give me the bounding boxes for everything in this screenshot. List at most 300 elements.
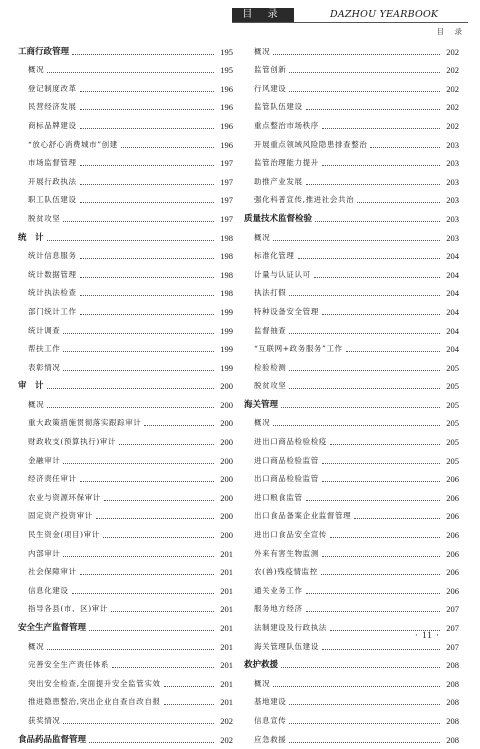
toc-entry-page: 201 <box>220 548 233 559</box>
toc-entry-title: 基地建设 <box>254 697 287 707</box>
toc-entry-title: 出口食品备案企业监督管理 <box>254 511 352 521</box>
toc-entry <box>18 581 233 600</box>
toc-section-entry <box>18 228 233 247</box>
toc-entry-page: 202 <box>220 715 233 726</box>
toc-entry-title: 信息宣传 <box>254 715 287 725</box>
toc-entry-page: 208 <box>446 734 459 745</box>
toc-entry-title: 安全生产监督管理 <box>18 623 87 633</box>
toc-entry-page: 201 <box>220 660 233 671</box>
dot-leader <box>289 704 440 705</box>
toc-entry-page: 205 <box>446 437 459 448</box>
toc-entry-title: 指导各县(市、区)审计 <box>28 604 108 614</box>
toc-entry-page: 202 <box>446 120 459 131</box>
toc-entry <box>18 98 233 117</box>
dot-leader <box>322 556 440 557</box>
toc-entry <box>244 340 459 359</box>
toc-section-entry <box>18 618 233 637</box>
dot-leader <box>164 686 214 687</box>
dot-leader <box>289 333 440 334</box>
toc-entry-page: 201 <box>220 585 233 596</box>
toc-entry <box>244 42 459 61</box>
toc-entry-title: 民生资金(项目)审计 <box>28 530 100 540</box>
toc-entry-page: 204 <box>446 269 459 280</box>
toc-entry-title: 商标品牌建设 <box>28 120 77 130</box>
dot-leader <box>164 704 214 705</box>
toc-entry-page: 208 <box>446 678 459 689</box>
toc-entry <box>244 563 459 582</box>
toc-entry-page: 201 <box>220 567 233 578</box>
toc-entry-page: 196 <box>220 139 233 150</box>
toc-entry <box>244 432 459 451</box>
toc-entry-title: 概况 <box>28 641 45 651</box>
toc-entry-page: 198 <box>220 232 233 243</box>
toc-entry-title: 经济责任审计 <box>28 474 77 484</box>
toc-entry-title: 食品药品监督管理 <box>18 734 87 745</box>
toc-entry <box>18 414 233 433</box>
toc-entry <box>18 247 233 266</box>
toc-entry-page: 200 <box>220 492 233 503</box>
dot-leader <box>321 574 440 575</box>
toc-entry <box>244 581 459 600</box>
dot-leader <box>322 481 440 482</box>
toc-entry-title: 统 计 <box>18 232 44 243</box>
toc-entry-title: 检验检测 <box>254 362 287 372</box>
dot-leader <box>119 444 214 445</box>
toc-entry-page: 201 <box>220 697 233 708</box>
toc-entry-title: 概况 <box>28 399 45 409</box>
toc-entry-title: 概况 <box>28 65 45 75</box>
toc-entry-title: 应急救援 <box>254 734 287 744</box>
toc-entry-title: 农(兽)残疫情监控 <box>254 567 318 577</box>
dot-leader <box>63 333 214 334</box>
dot-leader <box>47 72 214 73</box>
toc-entry-title: 进口商品检验监管 <box>254 455 319 465</box>
toc-entry-title: 助推产业发展 <box>254 176 303 186</box>
toc-entry-page: 202 <box>446 102 459 113</box>
toc-entry <box>18 432 233 451</box>
toc-entry-page: 202 <box>220 734 233 745</box>
dot-leader <box>96 518 214 519</box>
toc-entry-page: 198 <box>220 251 233 262</box>
dot-leader <box>330 537 440 538</box>
dot-leader <box>306 593 440 594</box>
toc-entry-page: 207 <box>446 604 459 615</box>
toc-entry <box>18 637 233 656</box>
toc-entry-page: 203 <box>446 232 459 243</box>
dot-leader <box>289 742 440 743</box>
toc-entry-page: 206 <box>446 492 459 503</box>
toc-left-column <box>18 42 233 749</box>
toc-entry-page: 200 <box>220 530 233 541</box>
toc-entry <box>18 470 233 489</box>
toc-entry-title: 突出安全检查,全面提升安全监管实效 <box>28 678 161 688</box>
toc-entry-title: “互联网+政务服务”工作 <box>254 344 343 354</box>
dot-leader <box>80 184 214 185</box>
toc-entry <box>18 674 233 693</box>
toc-entry-page: 208 <box>446 715 459 726</box>
toc-entry <box>18 507 233 526</box>
toc-entry-title: 金融审计 <box>28 455 61 465</box>
toc-entry <box>244 98 459 117</box>
toc-entry <box>18 544 233 563</box>
dot-leader <box>111 611 214 612</box>
dot-leader <box>80 277 214 278</box>
toc-entry <box>244 470 459 489</box>
toc-entry-title: 概况 <box>254 46 271 56</box>
toc-entry <box>18 711 233 730</box>
toc-entry <box>244 228 459 247</box>
toc-entry-title: 强化科普宣传,推进社会共治 <box>254 195 355 205</box>
toc-entry-title: 特种设备安全管理 <box>254 306 319 316</box>
toc-entry-title: 工商行政管理 <box>18 46 70 57</box>
toc-entry <box>244 116 459 135</box>
toc-entry-title: 帮扶工作 <box>28 344 61 354</box>
toc-right-column <box>244 42 459 749</box>
toc-entry-page: 202 <box>446 65 459 76</box>
toc-entry <box>18 563 233 582</box>
dot-leader <box>47 388 214 389</box>
dot-leader <box>80 128 214 129</box>
toc-entry-title: 统计调查 <box>28 325 61 335</box>
toc-entry-title: 脱贫攻坚 <box>254 381 287 391</box>
toc-entry-page: 199 <box>220 306 233 317</box>
dot-leader <box>89 630 214 631</box>
toc-entry <box>244 191 459 210</box>
toc-entry-page: 200 <box>220 418 233 429</box>
toc-section-entry <box>18 377 233 396</box>
toc-entry-title: 表彰情况 <box>28 362 61 372</box>
toc-entry-title: 部门统计工作 <box>28 306 77 316</box>
toc-entry-title: 服务地方经济 <box>254 604 303 614</box>
toc-entry <box>18 172 233 191</box>
toc-entry-title: “放心舒心消费城市”创建 <box>28 139 118 149</box>
toc-entry-title: 推进隐患整治,突出企业自查自改自报 <box>28 697 161 707</box>
dot-leader <box>80 258 214 259</box>
dot-leader <box>112 667 214 668</box>
dot-leader <box>289 723 440 724</box>
dot-leader <box>121 147 214 148</box>
toc-entry-title: 标准化管理 <box>254 251 295 261</box>
toc-entry-page: 199 <box>220 344 233 355</box>
page-title: 目 录 <box>242 9 284 20</box>
toc-entry-title: 概况 <box>254 418 271 428</box>
toc-entry <box>244 674 459 693</box>
toc-entry-title: 统计数据管理 <box>28 269 77 279</box>
toc-entry-page: 199 <box>220 362 233 373</box>
dot-leader <box>104 500 214 501</box>
toc-entry-title: 概况 <box>254 678 271 688</box>
toc-entry <box>244 488 459 507</box>
toc-entry <box>244 321 459 340</box>
toc-entry-page: 196 <box>220 102 233 113</box>
toc-entry <box>18 79 233 98</box>
toc-entry-page: 195 <box>220 46 233 57</box>
toc-entry <box>18 656 233 675</box>
dot-leader <box>72 54 214 55</box>
toc-entry-page: 206 <box>446 548 459 559</box>
toc-entry-page: 200 <box>220 437 233 448</box>
toc-entry <box>244 302 459 321</box>
toc-entry <box>18 61 233 80</box>
toc-entry <box>244 61 459 80</box>
toc-entry-page: 205 <box>446 418 459 429</box>
toc-entry <box>18 302 233 321</box>
dot-leader <box>322 128 440 129</box>
toc-entry-title: 统计执法检查 <box>28 288 77 298</box>
toc-entry-page: 196 <box>220 120 233 131</box>
dot-leader <box>47 240 214 241</box>
toc-entry-page: 204 <box>446 251 459 262</box>
dot-leader <box>322 649 440 650</box>
toc-entry-page: 208 <box>446 660 459 671</box>
dot-leader <box>306 611 440 612</box>
toc-entry-page: 207 <box>446 623 459 633</box>
toc-entry-page: 195 <box>220 65 233 76</box>
toc-entry-title: 进口粮食监管 <box>254 492 303 502</box>
toc-entry-title: 进出口食品安全宣传 <box>254 530 327 540</box>
toc-entry-title: 统计信息服务 <box>28 251 77 261</box>
toc-entry <box>18 525 233 544</box>
toc-entry-page: 204 <box>446 306 459 317</box>
dot-leader <box>306 500 440 501</box>
toc-entry-page: 200 <box>220 474 233 485</box>
toc-entry-title: 海关管理 <box>244 399 279 410</box>
dot-leader <box>322 165 440 166</box>
toc-entry <box>18 209 233 228</box>
dot-leader <box>80 574 214 575</box>
dot-leader <box>47 407 214 408</box>
dot-leader <box>322 463 440 464</box>
dot-leader <box>80 165 214 166</box>
dot-leader <box>273 240 440 241</box>
toc-entry-page: 200 <box>220 399 233 410</box>
toc-entry-page: 203 <box>446 158 459 169</box>
toc-entry <box>18 451 233 470</box>
toc-entry <box>244 600 459 619</box>
dot-leader <box>144 425 214 426</box>
dot-leader <box>298 258 441 259</box>
dot-leader <box>289 370 440 371</box>
dot-leader <box>314 277 440 278</box>
dot-leader <box>289 388 440 389</box>
dot-leader <box>72 593 215 594</box>
toc-entry-page: 204 <box>446 325 459 336</box>
toc-entry-title: 固定资产投资审计 <box>28 511 93 521</box>
toc-entry <box>18 191 233 210</box>
toc-entry <box>244 265 459 284</box>
toc-entry <box>18 135 233 154</box>
toc-entry-title: 概况 <box>254 232 271 242</box>
toc-entry <box>244 414 459 433</box>
toc-section-entry <box>18 730 233 749</box>
toc-entry <box>244 525 459 544</box>
toc-entry-title: 登记制度改革 <box>28 83 77 93</box>
toc-entry-title: 进出口商品检验检疫 <box>254 437 327 447</box>
toc-entry <box>244 711 459 730</box>
toc-entry-title: 开展行政执法 <box>28 176 77 186</box>
toc-entry-page: 204 <box>446 288 459 299</box>
toc-entry-page: 206 <box>446 585 459 596</box>
toc-entry-title: 通关业务工作 <box>254 585 303 595</box>
dot-leader <box>89 742 214 743</box>
toc-entry <box>18 284 233 303</box>
toc-entry <box>244 154 459 173</box>
toc-entry <box>18 488 233 507</box>
toc-entry-page: 205 <box>446 381 459 392</box>
header-rule <box>232 22 468 23</box>
toc-entry <box>18 358 233 377</box>
toc-entry-page: 206 <box>446 567 459 578</box>
toc-entry-page: 203 <box>446 176 459 187</box>
toc-entry <box>244 730 459 749</box>
dot-leader <box>80 314 214 315</box>
dot-leader <box>273 686 440 687</box>
toc-entry-title: 计量与认证认可 <box>254 269 311 279</box>
dot-leader <box>289 91 440 92</box>
toc-entry-title: 外来有害生物监测 <box>254 548 319 558</box>
toc-entry-title: 开展重点领域风险隐患排查整治 <box>254 139 368 149</box>
toc-entry <box>244 693 459 712</box>
dot-leader <box>80 202 214 203</box>
dot-leader <box>354 518 440 519</box>
toc-entry-title: 信息化建设 <box>28 585 69 595</box>
toc-entry-page: 198 <box>220 288 233 299</box>
toc-entry-title: 监管队伍建设 <box>254 102 303 112</box>
toc-entry <box>244 544 459 563</box>
toc-entry-title: 执法打假 <box>254 288 287 298</box>
toc-entry-title: 获奖情况 <box>28 715 61 725</box>
dot-leader <box>63 556 214 557</box>
dot-leader <box>63 463 214 464</box>
toc-entry-page: 206 <box>446 474 459 485</box>
toc-section-entry <box>18 42 233 61</box>
toc-entry <box>244 284 459 303</box>
toc-entry-title: 出口商品检验监管 <box>254 474 319 484</box>
toc-entry-title: 脱贫攻坚 <box>28 213 61 223</box>
toc-entry-title: 海关管理队伍建设 <box>254 641 319 651</box>
toc-entry <box>244 507 459 526</box>
dot-leader <box>281 407 440 408</box>
dot-leader <box>281 667 440 668</box>
toc-entry-title: 完善安全生产责任体系 <box>28 660 109 670</box>
dot-leader <box>289 295 440 296</box>
toc-entry <box>18 395 233 414</box>
dot-leader <box>346 351 440 352</box>
dot-leader <box>306 109 440 110</box>
toc-entry-page: 208 <box>446 697 459 708</box>
page-number: · 11 · <box>414 630 440 640</box>
toc-entry <box>244 135 459 154</box>
toc-entry-page: 200 <box>220 381 233 392</box>
toc-entry <box>18 693 233 712</box>
dot-leader <box>63 723 214 724</box>
toc-entry-page: 201 <box>220 604 233 615</box>
toc-entry-page: 205 <box>446 362 459 373</box>
toc-entry-page: 201 <box>220 678 233 689</box>
dot-leader <box>315 221 440 222</box>
dot-leader <box>63 370 214 371</box>
toc-entry <box>244 377 459 396</box>
toc-section-entry <box>244 656 459 675</box>
dot-leader <box>103 537 214 538</box>
toc-entry-title: 职工队伍建设 <box>28 195 77 205</box>
toc-entry-title: 监管治理能力提升 <box>254 158 319 168</box>
dot-leader <box>80 109 214 110</box>
yearbook-brand: DAZHOU YEARBOOK <box>330 9 439 20</box>
toc-entry-page: 199 <box>220 325 233 336</box>
dot-leader <box>80 481 214 482</box>
toc-entry-title: 法制建设及行政执法 <box>254 623 327 632</box>
toc-entry <box>18 265 233 284</box>
toc-entry-page: 200 <box>220 455 233 466</box>
toc-section-entry <box>244 395 459 414</box>
toc-entry-page: 203 <box>446 195 459 206</box>
toc-entry-title: 监管创新 <box>254 65 287 75</box>
toc-entry-title: 重大政策措施贯彻落实跟踪审计 <box>28 418 142 428</box>
toc-entry <box>244 79 459 98</box>
toc-entry-page: 198 <box>220 269 233 280</box>
dot-leader <box>273 425 440 426</box>
toc-entry <box>244 247 459 266</box>
toc-entry-page: 207 <box>446 641 459 652</box>
toc-entry <box>244 358 459 377</box>
toc-entry-page: 203 <box>446 139 459 150</box>
toc-entry <box>244 451 459 470</box>
dot-leader <box>357 202 440 203</box>
toc-entry-page: 197 <box>220 213 233 224</box>
dot-leader <box>47 649 214 650</box>
toc-entry <box>18 154 233 173</box>
dot-leader <box>306 184 440 185</box>
toc-entry-title: 重点整治市场秩序 <box>254 120 319 130</box>
toc-entry <box>244 172 459 191</box>
toc-entry-title: 财政收支(预算执行)审计 <box>28 437 117 447</box>
dot-leader <box>289 72 440 73</box>
dot-leader <box>80 91 214 92</box>
toc-entry-page: 206 <box>446 511 459 522</box>
toc-entry-title: 审 计 <box>18 381 44 392</box>
toc-entry-title: 救护救援 <box>244 660 279 671</box>
toc-entry-page: 200 <box>220 511 233 522</box>
toc-entry-page: 201 <box>220 623 233 633</box>
toc-entry-title: 市场监督管理 <box>28 158 77 168</box>
toc-entry <box>18 340 233 359</box>
toc-entry-page: 205 <box>446 455 459 466</box>
toc-entry-page: 201 <box>220 641 233 652</box>
dot-leader <box>322 314 440 315</box>
dot-leader <box>330 444 440 445</box>
toc-entry-page: 197 <box>220 158 233 169</box>
toc-entry-title: 农业与资源环保审计 <box>28 492 101 502</box>
toc-entry-page: 202 <box>446 83 459 94</box>
toc-entry-page: 196 <box>220 83 233 94</box>
toc-entry-title: 监督抽查 <box>254 325 287 335</box>
toc-entry-page: 202 <box>446 46 459 57</box>
toc-entry-title: 社会保障审计 <box>28 567 77 577</box>
toc-entry-page: 206 <box>446 530 459 541</box>
page-subtitle: 目 录 <box>436 27 466 36</box>
toc-entry <box>18 116 233 135</box>
dot-leader <box>273 54 440 55</box>
toc-entry <box>18 321 233 340</box>
toc-section-entry <box>244 209 459 228</box>
toc-entry <box>18 600 233 619</box>
toc-entry-title: 民营经济发展 <box>28 102 77 112</box>
dot-leader <box>63 351 214 352</box>
toc-entry-page: 197 <box>220 176 233 187</box>
toc-entry-page: 203 <box>446 213 459 224</box>
dot-leader <box>63 221 214 222</box>
